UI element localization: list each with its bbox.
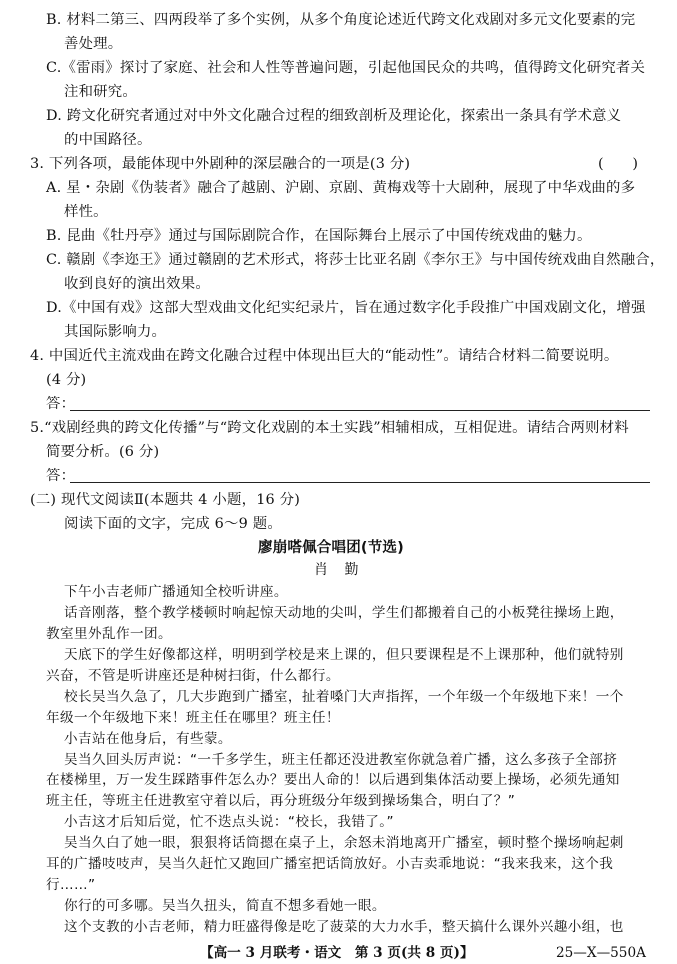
- section2-instruction: 阅读下面的文字，完成 6～9 题。: [64, 516, 282, 532]
- paper-code: 25—X—550A: [556, 945, 646, 961]
- story-line: 这个支教的小吉老师，精力旺盛得像是吃了菠菜的大力水手，整天搞什么课外兴趣小组，也: [64, 919, 624, 936]
- story-title: 廖崩嗒佩合唱团(节选): [258, 540, 404, 556]
- story-line: 吴当久白了她一眼，狠狠将话筒摁在桌子上，余怒未消地离开广播室，顿时整个操场响起刺: [64, 835, 624, 852]
- q4-answer-line[interactable]: [70, 410, 650, 411]
- q3-option-c-line1: C. 赣剧《李迩王》通过赣剧的艺术形式，将莎士比亚名剧《李尔王》与中国传统戏曲自然融合，: [46, 252, 665, 268]
- story-line: 耳的广播吱吱声，吴当久赶忙又跑回广播室把话筒放好。小吉卖乖地说：“我来我来，这个我: [46, 856, 614, 873]
- story-line: 小吉站在他身后，有些蒙。: [64, 730, 232, 747]
- q3-option-d-line1: D.《中国有戏》这部大型戏曲文化纪实纪录片，旨在通过数字化手段推广中国戏剧文化，增强: [46, 300, 646, 316]
- story-line: 教室里外乱作一团。: [46, 625, 172, 642]
- q3-answer-blank[interactable]: ( ): [598, 156, 639, 172]
- story-line: 年级一个年级地下来！班主任在哪里？班主任！: [46, 709, 340, 726]
- story-author: 肖 勤: [314, 562, 365, 578]
- q2-option-b-line1: B. 材料二第三、四两段举了多个实例，从多个角度论述近代跨文化戏剧对多元文化要素的完: [46, 12, 636, 28]
- story-line: 下午小吉老师广播通知全校听讲座。: [64, 584, 288, 600]
- q3-option-a-line1: A. 星・杂剧《伪装者》融合了越剧、沪剧、京剧、黄梅戏等十大剧种，展现了中华戏曲的多: [46, 180, 636, 196]
- q5-stem-line2: 简要分析。(6 分): [46, 444, 160, 460]
- q4-stem-line1: 4. 中国近代主流戏曲在跨文化融合过程中体现出巨大的“能动性”。请结合材料二简要说明。: [30, 348, 619, 364]
- q4-stem-line2: (4 分): [46, 372, 87, 388]
- q3-stem: 3. 下列各项，最能体现中外剧种的深层融合的一项是(3 分): [30, 156, 411, 172]
- story-line: 话音刚落，整个教学楼顿时响起惊天动地的尖叫，学生们都搬着自己的小板凳往操场上跑，: [64, 604, 624, 621]
- story-line: 天底下的学生好像都这样，明明到学校是来上课的，但只要课程是不上课那种，他们就特别: [64, 646, 624, 663]
- q2-option-c-line1: C.《雷雨》探讨了家庭、社会和人性等普遍问题，引起他国民众的共鸣，值得跨文化研究者关: [46, 60, 646, 76]
- story-line: 你行的可多哪。吴当久扭头，简直不想多看她一眼。: [64, 898, 386, 915]
- q5-stem-line1: 5.“戏剧经典的跨文化传播”与“跨文化戏剧的本土实践”相辅相成，互相促进。请结合两则材料: [30, 420, 629, 436]
- q3-option-c-line2: 收到良好的演出效果。: [64, 276, 210, 292]
- page-footer: 【高一 3 月联考・语文 第 3 页(共 8 页)】: [200, 945, 474, 961]
- q5-answer-label: 答：: [46, 468, 76, 484]
- story-line: 兴奋，不管是听讲座还是种树扫街，什么都行。: [46, 667, 340, 684]
- q2-option-b-line2: 善处理。: [64, 36, 123, 52]
- story-line: 吴当久回头厉声说：“一千多学生，班主任都还没进教室你就急着广播，这么多孩子全部挤: [64, 751, 618, 768]
- q4-answer-label: 答：: [46, 396, 76, 412]
- q3-option-a-line2: 样性。: [64, 204, 108, 220]
- story-line: 在楼梯里，万一发生踩踏事件怎么办？要出人命的！以后遇到集体活动要上操场，必须先通知: [46, 772, 620, 789]
- story-line: 行……”: [46, 877, 96, 894]
- story-line: 校长吴当久急了，几大步跑到广播室，扯着嗓门大声指挥，一个年级一个年级地下来！一个: [64, 688, 624, 705]
- section2-heading: (二) 现代文阅读Ⅱ(本题共 4 小题，16 分): [30, 492, 301, 508]
- q2-option-d-line1: D. 跨文化研究者通过对中外文化融合过程的细致剖析及理论化，探索出一条具有学术意义: [46, 108, 622, 124]
- story-line: 小吉这才后知后觉，忙不迭点头说：“校长，我错了。”: [64, 814, 394, 831]
- q2-option-c-line2: 注和研究。: [64, 84, 137, 100]
- story-line: 班主任，等班主任进教室守着以后，再分班级分年级到操场集合，明白了？”: [46, 793, 516, 810]
- q3-option-d-line2: 其国际影响力。: [64, 324, 167, 340]
- q3-option-b-line1: B. 昆曲《牡丹亭》通过与国际剧院合作，在国际舞台上展示了中国传统戏曲的魅力。: [46, 228, 592, 244]
- q5-answer-line[interactable]: [70, 482, 650, 483]
- q2-option-d-line2: 的中国路径。: [64, 132, 152, 148]
